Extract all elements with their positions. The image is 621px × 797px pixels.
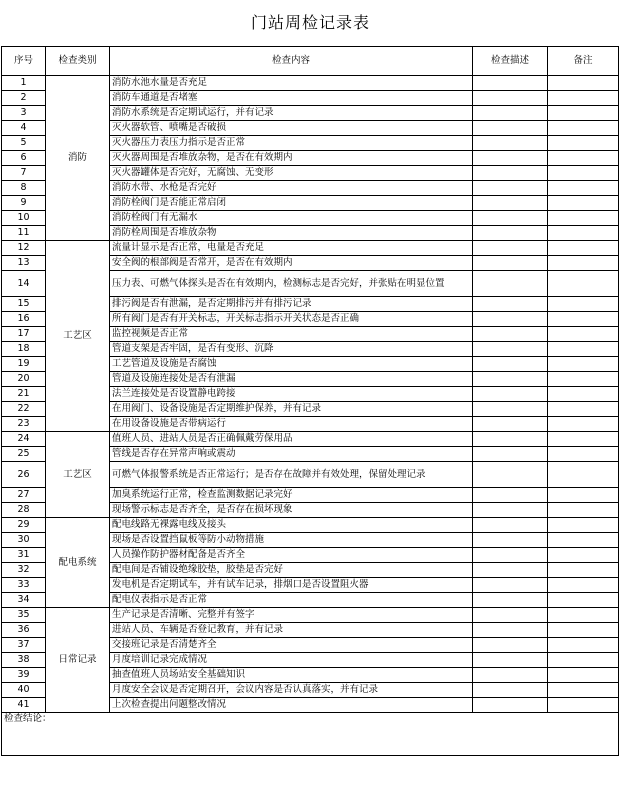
row-number: 37	[2, 638, 46, 653]
conclusion-label: 检查结论：	[4, 713, 52, 724]
remarks-cell[interactable]	[548, 312, 619, 327]
remarks-cell[interactable]	[548, 653, 619, 668]
check-content: 配电线路无裸露电线及接头	[110, 518, 473, 533]
remarks-cell[interactable]	[548, 241, 619, 256]
remarks-cell[interactable]	[548, 593, 619, 608]
check-description-cell[interactable]	[473, 387, 548, 402]
category-cell: 日常记录	[46, 608, 110, 713]
row-number: 17	[2, 327, 46, 342]
check-content: 消防栓周围是否堆放杂物	[110, 226, 473, 241]
remarks-cell[interactable]	[548, 402, 619, 417]
remarks-cell[interactable]	[548, 608, 619, 623]
check-content: 工艺管道及设施是否腐蚀	[110, 357, 473, 372]
row-number: 10	[2, 211, 46, 226]
check-content: 在用阀门、设备设施是否定期维护保养，并有记录	[110, 402, 473, 417]
check-content: 灭火器罐体是否完好，无腐蚀、无变形	[110, 166, 473, 181]
remarks-cell[interactable]	[548, 683, 619, 698]
check-description-cell[interactable]	[473, 488, 548, 503]
check-description-cell[interactable]	[473, 462, 548, 488]
row-number: 30	[2, 533, 46, 548]
check-content: 消防水池水量是否充足	[110, 76, 473, 91]
check-content: 进站人员、车辆是否登记教育，并有记录	[110, 623, 473, 638]
row-number: 41	[2, 698, 46, 713]
check-content: 抽查值班人员场站安全基础知识	[110, 668, 473, 683]
check-content: 灭火器周围是否堆放杂物，是否在有效期内	[110, 151, 473, 166]
check-description-cell[interactable]	[473, 297, 548, 312]
row-number: 27	[2, 488, 46, 503]
row-number: 6	[2, 151, 46, 166]
table-row	[2, 76, 619, 91]
check-content: 上次检查提出问题整改情况	[110, 698, 473, 713]
check-description-cell[interactable]	[473, 402, 548, 417]
conclusion-row	[2, 713, 619, 756]
check-description-cell[interactable]	[473, 608, 548, 623]
remarks-cell[interactable]	[548, 432, 619, 447]
check-description-cell[interactable]	[473, 312, 548, 327]
row-number: 3	[2, 106, 46, 121]
table-row	[2, 241, 619, 256]
row-number: 28	[2, 503, 46, 518]
remarks-cell[interactable]	[548, 226, 619, 241]
row-number: 5	[2, 136, 46, 151]
check-description-cell[interactable]	[473, 683, 548, 698]
check-content: 管道支架是否牢固，是否有变形、沉降	[110, 342, 473, 357]
table-row	[2, 608, 619, 623]
check-description-cell[interactable]	[473, 241, 548, 256]
inspection-table	[1, 46, 619, 756]
check-description-cell[interactable]	[473, 593, 548, 608]
check-description-cell[interactable]	[473, 668, 548, 683]
check-content: 管道及设施连接处是否有泄漏	[110, 372, 473, 387]
check-description-cell[interactable]	[473, 151, 548, 166]
row-number: 9	[2, 196, 46, 211]
page-title: 门站周检记录表	[250, 13, 370, 32]
remarks-cell[interactable]	[548, 668, 619, 683]
row-number: 2	[2, 91, 46, 106]
check-description-cell[interactable]	[473, 342, 548, 357]
check-content: 所有阀门是否有开关标志，开关标志指示开关状态是否正确	[110, 312, 473, 327]
category-cell: 配电系统	[46, 518, 110, 608]
remarks-cell[interactable]	[548, 623, 619, 638]
check-content: 消防车通道是否堵塞	[110, 91, 473, 106]
row-number: 34	[2, 593, 46, 608]
check-description-cell[interactable]	[473, 166, 548, 181]
remarks-cell[interactable]	[548, 563, 619, 578]
check-description-cell[interactable]	[473, 623, 548, 638]
check-content: 灭火器压力表压力指示是否正常	[110, 136, 473, 151]
conclusion-cell[interactable]	[2, 713, 619, 756]
row-number: 33	[2, 578, 46, 593]
check-content: 可燃气体报警系统是否正常运行；是否存在故障并有效处理，保留处理记录	[110, 462, 473, 488]
check-description-cell[interactable]	[473, 533, 548, 548]
row-number: 13	[2, 256, 46, 271]
check-content: 生产记录是否清晰、完整并有签字	[110, 608, 473, 623]
row-number: 12	[2, 241, 46, 256]
check-content: 值班人员、进站人员是否正确佩戴劳保用品	[110, 432, 473, 447]
header-category: 检查类别	[46, 47, 110, 76]
remarks-cell[interactable]	[548, 151, 619, 166]
remarks-cell[interactable]	[548, 503, 619, 518]
row-number: 36	[2, 623, 46, 638]
check-content: 消防水系统是否定期试运行，并有记录	[110, 106, 473, 121]
check-description-cell[interactable]	[473, 271, 548, 297]
row-number: 25	[2, 447, 46, 462]
remarks-cell[interactable]	[548, 327, 619, 342]
remarks-cell[interactable]	[548, 136, 619, 151]
remarks-cell[interactable]	[548, 357, 619, 372]
check-description-cell[interactable]	[473, 256, 548, 271]
remarks-cell[interactable]	[548, 196, 619, 211]
check-content: 排污阀是否有泄漏，是否定期排污并有排污记录	[110, 297, 473, 312]
check-content: 法兰连接处是否设置静电跨接	[110, 387, 473, 402]
check-description-cell[interactable]	[473, 121, 548, 136]
check-content: 配电间是否铺设绝缘胶垫，胶垫是否完好	[110, 563, 473, 578]
header-content: 检查内容	[110, 47, 473, 76]
check-content: 管线是否存在异常声响或震动	[110, 447, 473, 462]
check-description-cell[interactable]	[473, 181, 548, 196]
remarks-cell[interactable]	[548, 578, 619, 593]
check-description-cell[interactable]	[473, 447, 548, 462]
remarks-cell[interactable]	[548, 447, 619, 462]
check-content: 现场警示标志是否齐全，是否存在损坏现象	[110, 503, 473, 518]
row-number: 8	[2, 181, 46, 196]
remarks-cell[interactable]	[548, 548, 619, 563]
check-description-cell[interactable]	[473, 76, 548, 91]
row-number: 39	[2, 668, 46, 683]
check-description-cell[interactable]	[473, 91, 548, 106]
check-description-cell[interactable]	[473, 417, 548, 432]
check-description-cell[interactable]	[473, 106, 548, 121]
table-row	[2, 518, 619, 533]
table-row	[2, 432, 619, 447]
row-number: 20	[2, 372, 46, 387]
row-number: 11	[2, 226, 46, 241]
check-description-cell[interactable]	[473, 578, 548, 593]
category-cell: 工艺区	[46, 241, 110, 432]
row-number: 14	[2, 271, 46, 297]
check-content: 监控视频是否正常	[110, 327, 473, 342]
check-description-cell[interactable]	[473, 698, 548, 713]
remarks-cell[interactable]	[548, 533, 619, 548]
check-content: 消防栓阀门是否能正常启闭	[110, 196, 473, 211]
check-description-cell[interactable]	[473, 638, 548, 653]
header-remarks: 备注	[548, 47, 619, 76]
check-description-cell[interactable]	[473, 136, 548, 151]
row-number: 4	[2, 121, 46, 136]
header-description: 检查描述	[473, 47, 548, 76]
check-content: 交接班记录是否清楚齐全	[110, 638, 473, 653]
row-number: 1	[2, 76, 46, 91]
remarks-cell[interactable]	[548, 387, 619, 402]
remarks-cell[interactable]	[548, 106, 619, 121]
row-number: 31	[2, 548, 46, 563]
remarks-cell[interactable]	[548, 211, 619, 226]
remarks-cell[interactable]	[548, 372, 619, 387]
row-number: 7	[2, 166, 46, 181]
check-content: 加臭系统运行正常，检查监测数据记录完好	[110, 488, 473, 503]
row-number: 18	[2, 342, 46, 357]
row-number: 40	[2, 683, 46, 698]
check-description-cell[interactable]	[473, 196, 548, 211]
row-number: 15	[2, 297, 46, 312]
row-number: 19	[2, 357, 46, 372]
check-content: 压力表、可燃气体探头是否在有效期内，检测标志是否完好，并张贴在明显位置	[110, 271, 473, 297]
check-description-cell[interactable]	[473, 503, 548, 518]
remarks-cell[interactable]	[548, 91, 619, 106]
row-number: 29	[2, 518, 46, 533]
row-number: 22	[2, 402, 46, 417]
check-content: 流量计显示是否正常，电量是否充足	[110, 241, 473, 256]
remarks-cell[interactable]	[548, 271, 619, 297]
check-content: 消防水带、水枪是否完好	[110, 181, 473, 196]
check-content: 安全阀的根部阀是否常开，是否在有效期内	[110, 256, 473, 271]
check-description-cell[interactable]	[473, 357, 548, 372]
check-content: 消防栓阀门有无漏水	[110, 211, 473, 226]
check-description-cell[interactable]	[473, 548, 548, 563]
remarks-cell[interactable]	[548, 121, 619, 136]
check-content: 月度培训记录完成情况	[110, 653, 473, 668]
check-description-cell[interactable]	[473, 653, 548, 668]
check-description-cell[interactable]	[473, 518, 548, 533]
row-number: 32	[2, 563, 46, 578]
check-description-cell[interactable]	[473, 226, 548, 241]
check-content: 配电仪表指示是否正常	[110, 593, 473, 608]
check-description-cell[interactable]	[473, 563, 548, 578]
check-description-cell[interactable]	[473, 432, 548, 447]
remarks-cell[interactable]	[548, 518, 619, 533]
header-seq: 序号	[2, 47, 46, 76]
remarks-cell[interactable]	[548, 488, 619, 503]
remarks-cell[interactable]	[548, 342, 619, 357]
remarks-cell[interactable]	[548, 76, 619, 91]
remarks-cell[interactable]	[548, 698, 619, 713]
row-number: 38	[2, 653, 46, 668]
check-description-cell[interactable]	[473, 372, 548, 387]
row-number: 35	[2, 608, 46, 623]
check-content: 在用设备设施是否带病运行	[110, 417, 473, 432]
check-description-cell[interactable]	[473, 327, 548, 342]
row-number: 26	[2, 462, 46, 488]
check-content: 现场是否设置挡鼠板等防小动物措施	[110, 533, 473, 548]
remarks-cell[interactable]	[548, 166, 619, 181]
remarks-cell[interactable]	[548, 462, 619, 488]
check-content: 灭火器软管、喷嘴是否破损	[110, 121, 473, 136]
check-description-cell[interactable]	[473, 211, 548, 226]
category-cell: 工艺区	[46, 432, 110, 518]
table-body	[2, 76, 619, 756]
row-number: 23	[2, 417, 46, 432]
row-number: 16	[2, 312, 46, 327]
category-cell: 消防	[46, 76, 110, 241]
check-content: 发电机是否定期试车，并有试车记录，排烟口是否设置阻火器	[110, 578, 473, 593]
remarks-cell[interactable]	[548, 256, 619, 271]
check-content: 月度安全会议是否定期召开，会议内容是否认真落实，并有记录	[110, 683, 473, 698]
table-header-row	[2, 47, 619, 76]
remarks-cell[interactable]	[548, 297, 619, 312]
remarks-cell[interactable]	[548, 638, 619, 653]
row-number: 24	[2, 432, 46, 447]
remarks-cell[interactable]	[548, 417, 619, 432]
row-number: 21	[2, 387, 46, 402]
remarks-cell[interactable]	[548, 181, 619, 196]
check-content: 人员操作防护器材配备是否齐全	[110, 548, 473, 563]
